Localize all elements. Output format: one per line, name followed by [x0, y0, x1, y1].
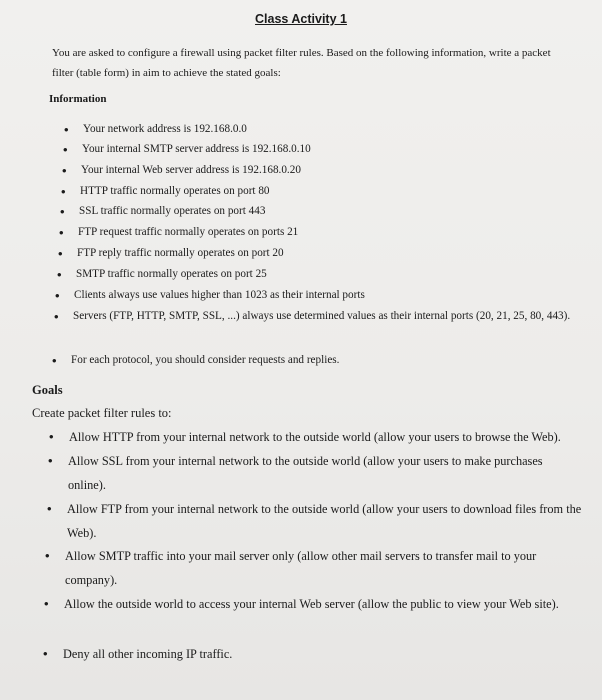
bullet-icon: •: [55, 288, 60, 303]
information-heading: Information: [49, 93, 107, 105]
goal-item-text: Allow the outside world to access your internal Web server (allow the public to view your Web site).: [64, 597, 559, 611]
information-item-text: FTP request traffic normally operates on ports 21: [78, 226, 299, 238]
bullet-icon: •: [45, 548, 50, 563]
information-item-text: SSL traffic normally operates on port 443: [79, 205, 266, 217]
goal-item-text: Allow SMTP traffic into your mail server only (allow other mail servers to transfer mail to your company).: [65, 549, 537, 587]
goal-item-text: Allow FTP from your internal network to the outside world (allow your users to download files from the Web).: [67, 502, 582, 540]
goals-heading: Goals: [32, 383, 63, 397]
bullet-icon: •: [59, 225, 64, 240]
information-item-text: For each protocol, you should consider requests and replies.: [71, 354, 340, 366]
information-item-text: FTP reply traffic normally operates on port 20: [77, 247, 284, 259]
bullet-icon: •: [49, 429, 54, 444]
bullet-icon: •: [44, 596, 49, 611]
bullet-icon: •: [60, 204, 65, 219]
goals-subheading: Create packet filter rules to:: [32, 406, 172, 420]
goal-item-text: Deny all other incoming IP traffic.: [63, 647, 233, 661]
page-title: Class Activity 1: [255, 12, 347, 26]
information-item-text: Your network address is 192.168.0.0: [83, 123, 247, 135]
bullet-icon: •: [43, 646, 48, 661]
bullet-icon: •: [48, 453, 53, 468]
information-item-text: Servers (FTP, HTTP, SMTP, SSL, ...) always use determined values as their internal ports (20, 21, 25, 80, 443).: [73, 310, 571, 322]
information-item-text: SMTP traffic normally operates on port 25: [76, 268, 267, 280]
goal-item-text: Allow SSL from your internal network to the outside world (allow your users to make purchases online).: [68, 454, 543, 492]
bullet-icon: •: [61, 184, 66, 199]
bullet-icon: •: [64, 122, 69, 137]
bullet-icon: •: [62, 163, 67, 178]
goal-item-text: Allow HTTP from your internal network to the outside world (allow your users to browse the Web).: [69, 430, 561, 444]
information-item-text: HTTP traffic normally operates on port 80: [80, 185, 270, 197]
bullet-icon: •: [63, 142, 68, 157]
bullet-icon: •: [52, 353, 57, 368]
intro-paragraph: You are asked to configure a firewall using packet filter rules. Based on the following information, write a packet filter (table form) in aim to achieve the stated goals:: [52, 47, 551, 79]
information-item-text: Your internal SMTP server address is 192.168.0.10: [82, 143, 311, 155]
bullet-icon: •: [54, 309, 59, 324]
bullet-icon: •: [47, 501, 52, 516]
bullet-icon: •: [58, 246, 63, 261]
bullet-icon: •: [57, 267, 62, 282]
information-item-text: Your internal Web server address is 192.168.0.20: [81, 164, 301, 176]
information-item-text: Clients always use values higher than 1023 as their internal ports: [74, 289, 365, 301]
